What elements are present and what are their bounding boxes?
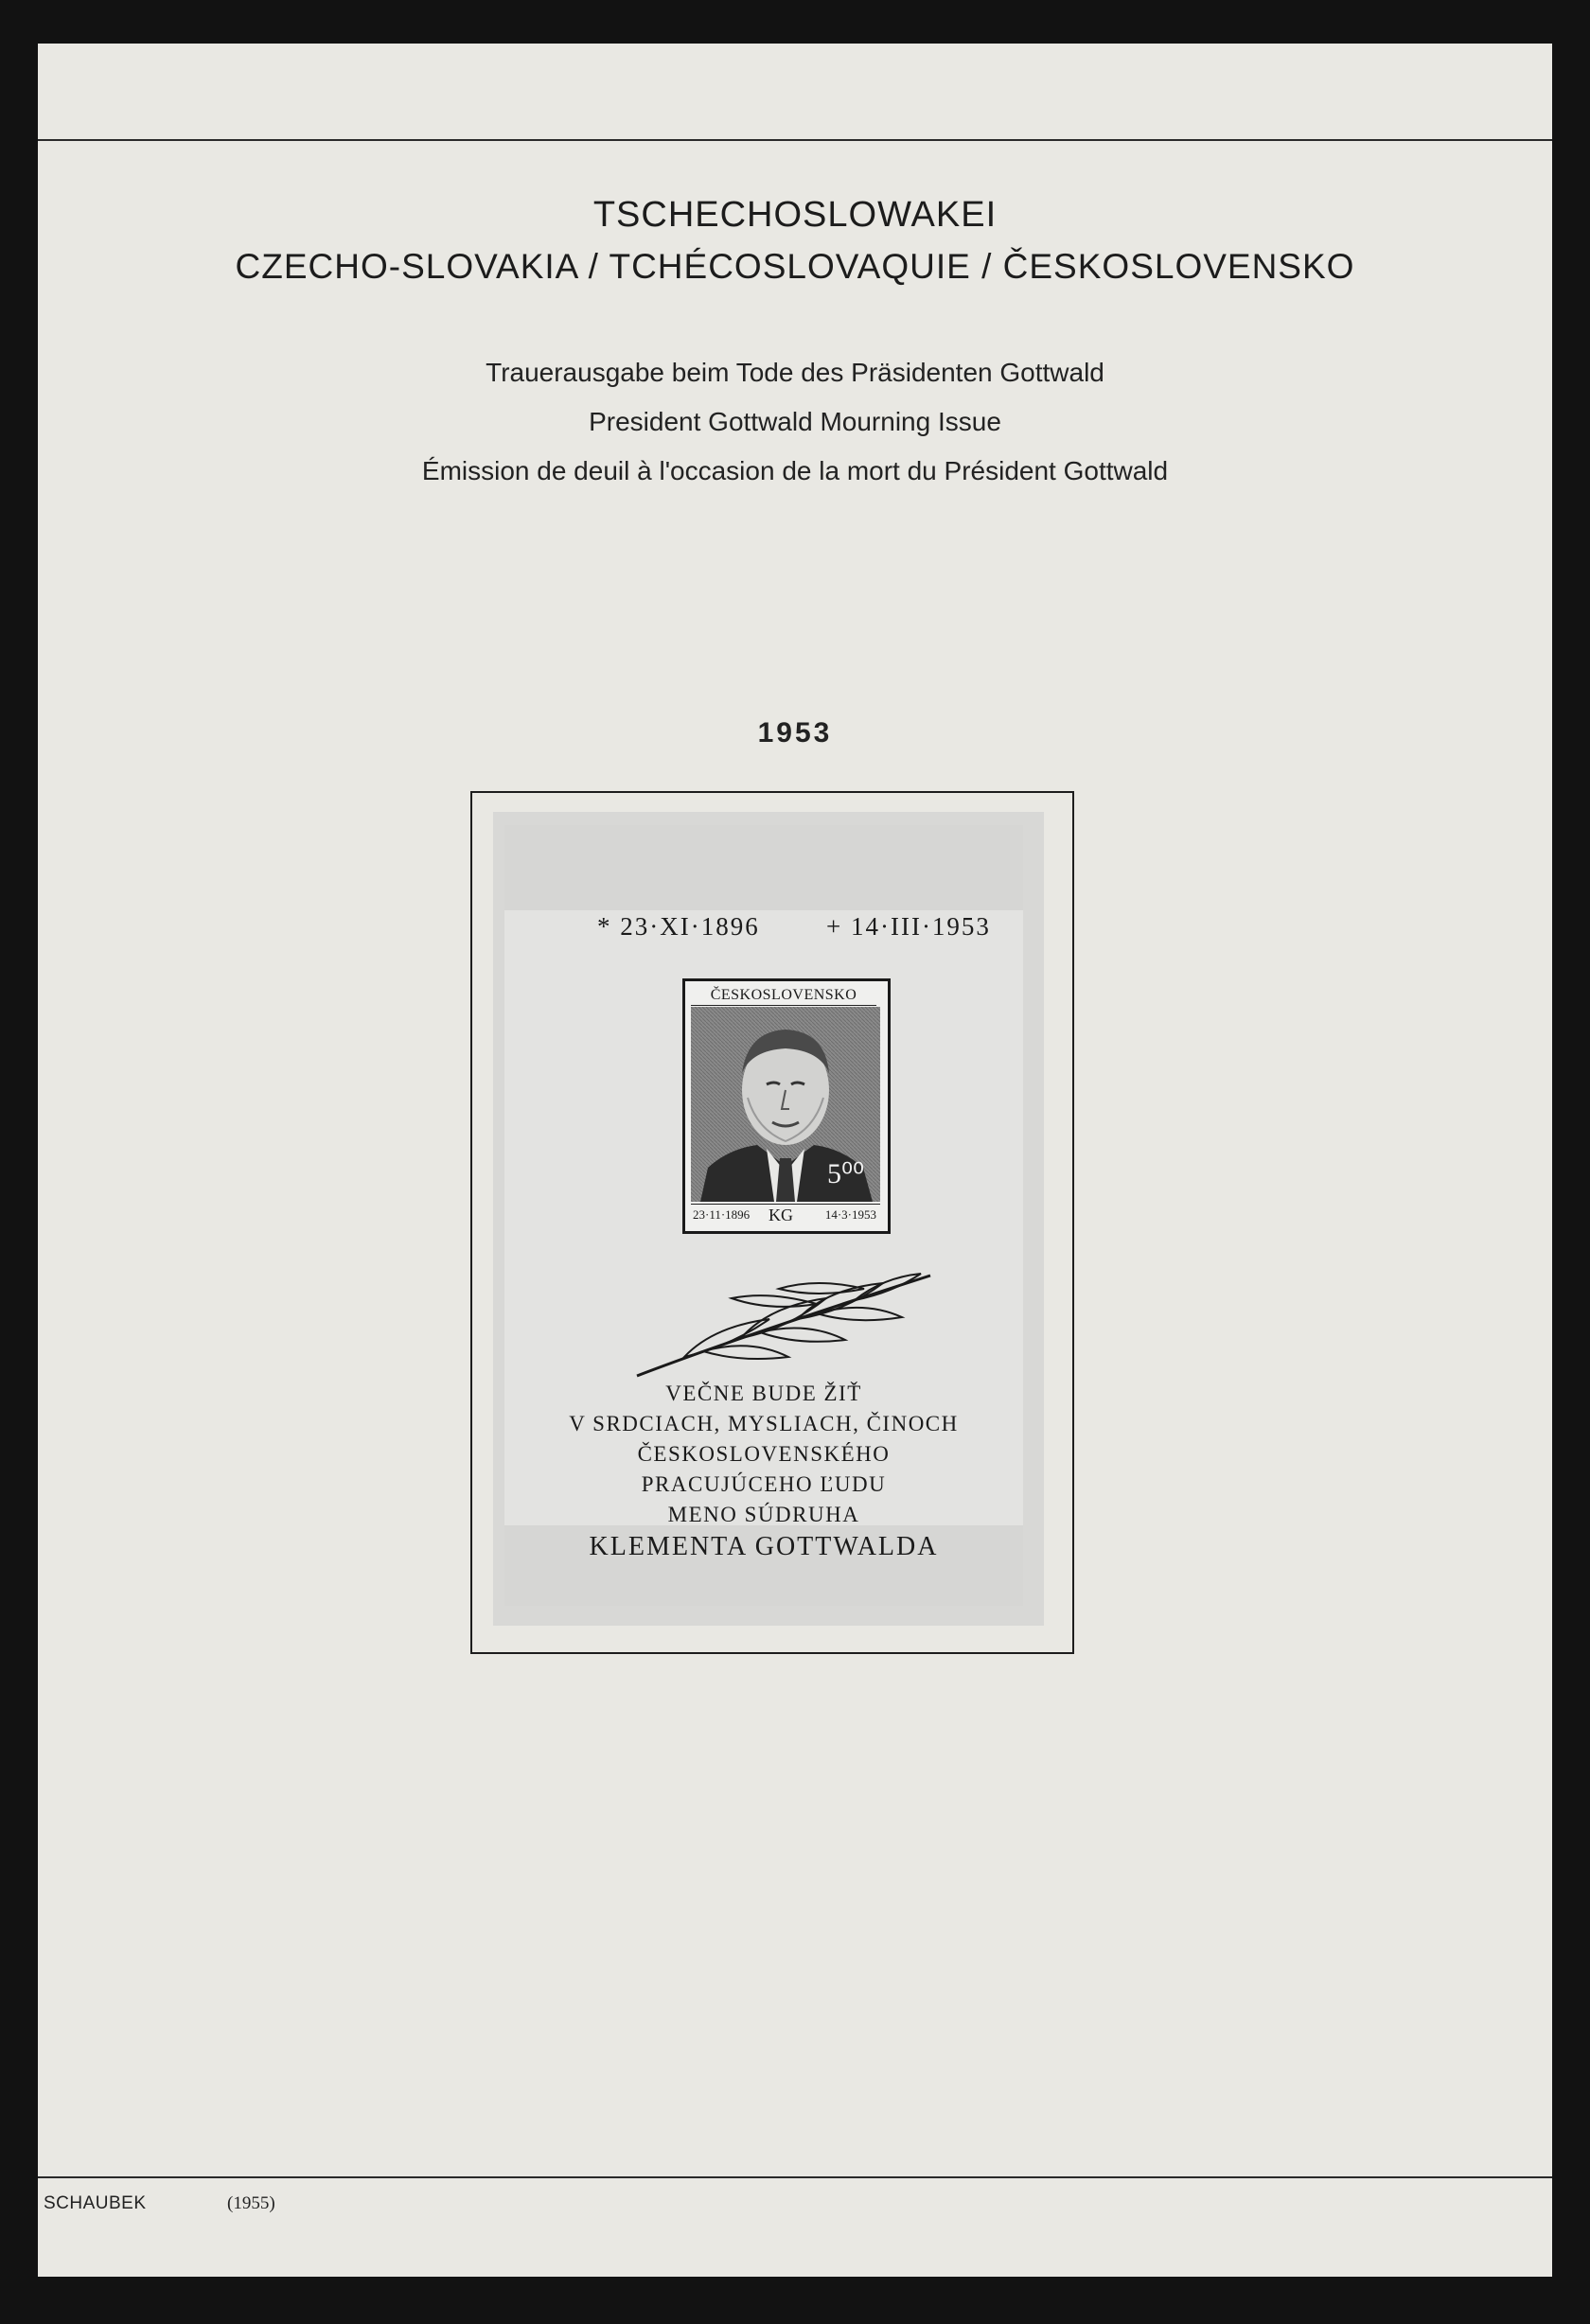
issue-title-de: Trauerausgabe beim Tode des Präsidenten Gottwald bbox=[486, 358, 1104, 387]
country-title-multilingual: CZECHO-SLOVAKIA / TCHÉCOSLOVAQUIE / ČESKOSLOVENSKO bbox=[235, 247, 1355, 286]
verse-line: MENO SÚDRUHA bbox=[667, 1503, 860, 1526]
laurel-branch-image bbox=[627, 1270, 940, 1383]
country-title-de: TSCHECHOSLOWAKEI bbox=[592, 195, 998, 235]
stamp-date-right: 14·3·1953 bbox=[824, 1207, 876, 1222]
issue-title-en: President Gottwald Mourning Issue bbox=[589, 407, 1001, 436]
stamp bbox=[682, 978, 891, 1234]
publisher-label: SCHAUBEK bbox=[44, 2193, 147, 2213]
issue-title-fr: Émission de deuil à l'occasion de la mort du Président Gottwald bbox=[421, 456, 1169, 485]
mount-strip-top bbox=[504, 825, 1023, 910]
verse-line: V SRDCIACH, MYSLIACH, ČINOCH bbox=[569, 1412, 959, 1435]
edition-label: (1955) bbox=[227, 2193, 275, 2213]
stamp-mount bbox=[493, 812, 1044, 1626]
stamp-value: 5⁰⁰ bbox=[827, 1158, 865, 1189]
top-rule bbox=[38, 139, 1552, 141]
stamp-date-left: 23·11·1896 bbox=[693, 1207, 751, 1222]
stamp-initials: KG bbox=[768, 1206, 793, 1224]
death-date: + 14·III·1953 bbox=[826, 912, 991, 941]
stamp-frame bbox=[470, 791, 1074, 1654]
birth-date: * 23·XI·1896 bbox=[597, 912, 760, 941]
issue-year: 1953 bbox=[757, 717, 833, 748]
bottom-rule bbox=[38, 2176, 1552, 2178]
verse-name-line: KLEMENTA GOTTWALDA bbox=[589, 1532, 939, 1561]
album-page bbox=[38, 44, 1552, 2277]
verse-line: PRACUJÚCEHO ĽUDU bbox=[641, 1472, 887, 1496]
verse-line: VEČNE BUDE ŽIŤ bbox=[665, 1382, 862, 1405]
verse-line: ČESKOSLOVENSKÉHO bbox=[637, 1442, 891, 1466]
souvenir-sheet bbox=[504, 825, 1023, 1606]
stamp-bottom-band bbox=[691, 1204, 880, 1225]
stamp-country: ČESKOSLOVENSKO bbox=[691, 986, 876, 1006]
